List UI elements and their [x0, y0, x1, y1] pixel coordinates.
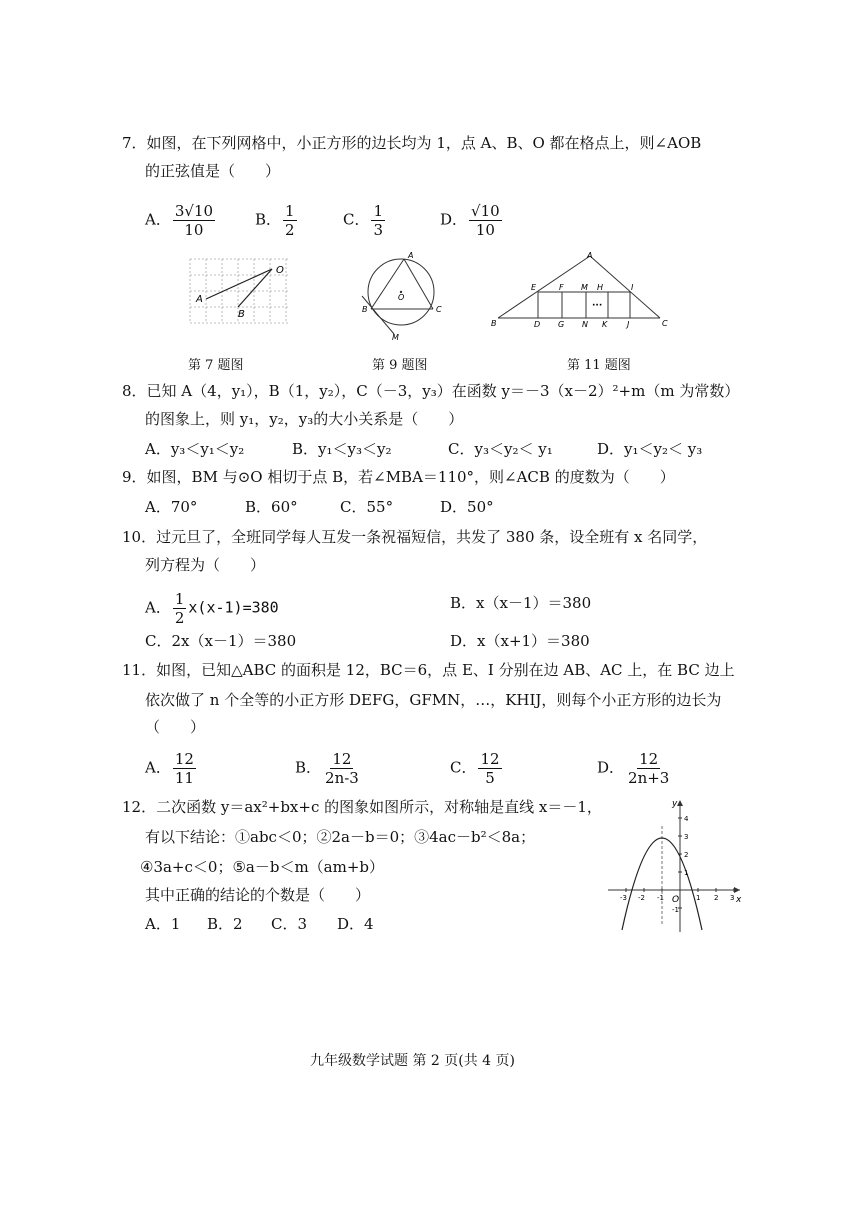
q11-stem-line3: （ ）: [145, 718, 206, 736]
q9-option-c: C．55°: [340, 498, 394, 516]
fig11-label-m: M: [581, 283, 588, 292]
q7-option-d: D． $\frac{√10}{10}$: [440, 202, 500, 239]
fig7-label-b: B: [238, 309, 245, 320]
q8-option-b: B．y₁＜y₃＜y₂: [292, 440, 392, 458]
q10-option-d: D．x（x+1）＝380: [450, 632, 590, 650]
q8-option-c: C．y₃＜y₂＜ y₁: [448, 440, 553, 458]
fig12-tick-xm1: -1: [657, 894, 664, 902]
fig9-label-m: M: [392, 333, 399, 342]
q12-option-d: D．4: [337, 915, 374, 933]
q12-stem-line1: 12．二次函数 y＝ax²+bx+c 的图象如图所示，对称轴是直线 x＝－1，: [122, 798, 602, 816]
fig12-tick-y3: 3: [684, 833, 689, 841]
q12-option-b: B．2: [207, 915, 243, 933]
fig12-tick-y1: 1: [684, 869, 689, 877]
q9-option-b: B．60°: [245, 498, 298, 516]
fig9-label-o: O: [398, 293, 405, 302]
fig11-label-a: A: [587, 251, 593, 260]
fig11-label-g: G: [558, 320, 565, 329]
caption-figure-9: 第 9 题图: [372, 358, 428, 373]
q10-option-b: B．x（x－1）＝380: [450, 594, 592, 612]
fig12-tick-x1: 1: [696, 894, 701, 902]
fig9-label-c: C: [436, 305, 442, 314]
figure-12-parabola-graph: [604, 796, 746, 936]
q11-option-b: B． $\frac{12}{2n-3}$: [295, 750, 359, 787]
caption-figure-11: 第 11 题图: [567, 358, 631, 373]
q11-stem-line1: 11．如图，已知△ABC 的面积是 12，BC＝6，点 E、I 分别在边 AB、AC 上，在 BC 边上: [122, 661, 735, 679]
q9-option-a: A．70°: [145, 498, 198, 516]
q12-stem-line4: 其中正确的结论的个数是（ ）: [145, 886, 371, 904]
q7-option-b: B． $\frac{1}{2}$: [255, 202, 295, 239]
fig11-label-f: F: [559, 283, 564, 292]
fig9-label-b: B: [362, 305, 368, 314]
q10-option-c: C．2x（x－1）＝380: [145, 632, 297, 650]
fig11-label-h: H: [597, 283, 604, 292]
fig9-label-a: A: [408, 251, 414, 260]
q11-option-c: C． $\frac{12}{5}$: [450, 750, 500, 787]
fig11-label-k: K: [602, 320, 608, 329]
fig11-label-i: I: [631, 283, 634, 292]
q8-option-a: A．y₃＜y₁＜y₂: [145, 440, 245, 458]
q10-option-a: A． $\frac{1}{2}$ x(x-1)=380: [145, 590, 279, 627]
q11-option-d: D． $\frac{12}{2n+3}$: [597, 750, 670, 787]
figure-9-circle: [358, 246, 448, 342]
fig7-label-o: O: [276, 265, 284, 276]
q9-option-d: D．50°: [440, 498, 494, 516]
q8-stem-line1: 8．已知 A（4，y₁），B（1，y₂），C（－3，y₃）在函数 y＝－3（x－2）²+m（m 为常数）: [122, 382, 740, 400]
figure-7-grid: [186, 255, 294, 327]
fig12-label-x: x: [736, 895, 742, 905]
fig7-label-a: A: [196, 294, 203, 305]
caption-figure-7: 第 7 题图: [188, 358, 244, 373]
fig11-label-b: B: [491, 319, 497, 328]
q8-stem-line2: 的图象上，则 y₁，y₂，y₃的大小关系是（ ）: [145, 410, 464, 428]
page-footer: 九年级数学试题 第 2 页(共 4 页): [310, 1053, 515, 1069]
fig11-label-d: D: [534, 320, 541, 329]
q12-option-c: C．3: [271, 915, 308, 933]
fig11-label-c: C: [662, 319, 668, 328]
fig11-label-e: E: [531, 283, 537, 292]
q7-stem-line2: 的正弦值是（ ）: [145, 162, 281, 180]
fig12-tick-ym1: -1: [672, 906, 679, 914]
fig11-label-n: N: [582, 320, 588, 329]
q7-option-a: A． $\frac{3√10}{10}$: [145, 202, 214, 239]
q9-stem: 9．如图，BM 与⊙O 相切于点 B，若∠MBA＝110°，则∠ACB 的度数为（ ）: [122, 468, 675, 486]
q10-stem-line2: 列方程为（ ）: [145, 556, 266, 574]
q12-stem-line3: ④3a+c＜0；⑤a－b＜m（am+b）: [140, 858, 384, 876]
q11-stem-line2: 依次做了 n 个全等的小正方形 DEFG，GFMN，…，KHIJ，则每个小正方形的边长为: [145, 691, 722, 709]
fig12-label-origin: O: [672, 895, 680, 905]
q7-option-c: C． $\frac{1}{3}$: [343, 202, 384, 239]
fig12-tick-xm2: -2: [638, 894, 645, 902]
figure-11-triangle: [488, 248, 672, 330]
q7-stem-line1: 7．如图，在下列网格中，小正方形的边长均为 1，点 A、B、O 都在格点上，则∠AOB: [122, 134, 702, 152]
q8-option-d: D．y₁＜y₂＜ y₃: [597, 440, 703, 458]
fig12-label-y: y: [672, 799, 678, 809]
q12-stem-line2: 有以下结论：①abc＜0；②2a－b＝0；③4ac－b²＜8a；: [145, 828, 536, 846]
fig12-tick-x2: 2: [714, 894, 719, 902]
q10-stem-line1: 10．过元旦了，全班同学每人互发一条祝福短信，共发了 380 条，设全班有 x 名同学，: [122, 528, 708, 546]
fig11-label-j: J: [627, 320, 630, 329]
fig12-tick-xm3: -3: [620, 894, 627, 902]
fig12-tick-y4: 4: [684, 815, 689, 823]
fig12-tick-y2: 2: [684, 851, 689, 859]
svg-text:···: ···: [592, 301, 603, 311]
fig12-tick-x3: 3: [730, 894, 735, 902]
q11-option-a: A． $\frac{12}{11}$: [145, 750, 194, 787]
q12-option-a: A．1: [145, 915, 181, 933]
